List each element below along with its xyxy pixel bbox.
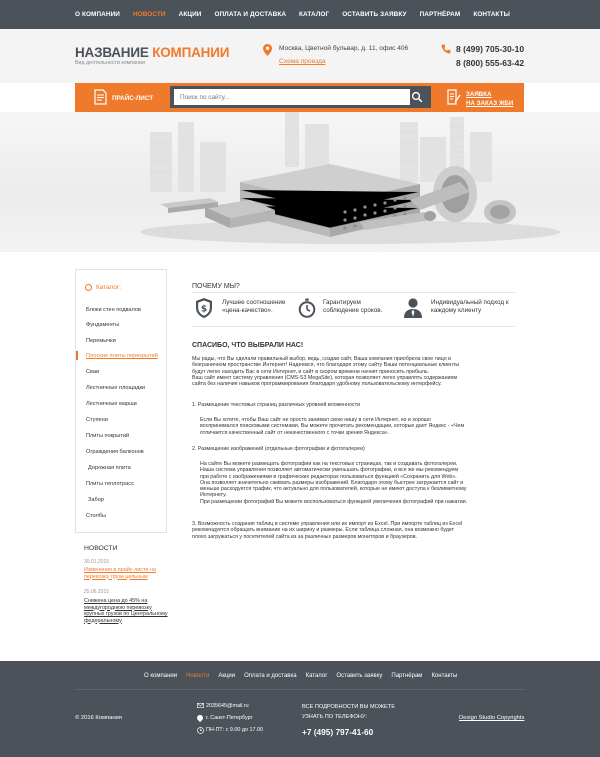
catalog-item-foundations[interactable]: Фундаменты: [86, 322, 120, 328]
catalog-item-fence[interactable]: Забор: [88, 497, 104, 503]
article-line: Наша система управления позволяет автоматически уменьшать фотографии, и все же мы рекомендуем: [200, 467, 458, 474]
feature-text-line: Лучшее соотношение: [222, 299, 286, 306]
article-line: Ваш сайт имеет систему управления (CMS-S3 MegaSite), которая позволяет легко управлять содержанием: [192, 374, 458, 381]
article-title: СПАСИБО, ЧТО ВЫБРАЛИ НАС!: [192, 342, 304, 349]
feature-price-quality: [222, 299, 285, 315]
article-point-2-head: 2. Размещение изображений (отдельные фотографии и фотогалереи): [192, 446, 365, 452]
article-line: безграничном пространстве Интернет! Надеемся, что благодаря этому сайту Ваши потенциальные клиенты: [192, 362, 460, 369]
top-navigation: [0, 0, 600, 29]
search-box: [170, 86, 431, 108]
article-line: Она позволяет значительно сжимать размеры изображений. Благодаря этому быстрее загружается сайт и: [200, 479, 464, 486]
article-line: плохо загружаться у посетителей сайта из за различных размеров мониторов и браузеров.: [192, 533, 418, 540]
nav-item-request[interactable]: ОСТАВИТЬ ЗАЯВКУ: [342, 11, 407, 18]
news-date: 25.06.2015: [84, 589, 110, 595]
catalog-item-pillars[interactable]: Столбы: [86, 513, 107, 519]
nav-item-contacts[interactable]: КОНТАКТЫ: [473, 11, 510, 18]
location-icon: [197, 715, 203, 722]
article-point-2-body: [200, 461, 530, 505]
catalog-item-road-slab[interactable]: Дорожная плита: [88, 465, 131, 471]
phone-number-2: 8 (800) 555-63-42: [456, 58, 525, 68]
why-us-heading: ПОЧЕМУ МЫ?: [192, 283, 240, 290]
footer-more-info-line2: УЗНАТЬ ПО ТЕЛЕФОНУ:: [302, 714, 367, 720]
shield-dollar-icon: [194, 297, 214, 319]
news-heading: НОВОСТИ: [84, 545, 118, 552]
catalog-item-flat-slabs[interactable]: Плоские плиты перекрытий: [86, 353, 158, 359]
svg-text:$: $: [200, 304, 208, 315]
footer-nav-catalog[interactable]: Каталог: [305, 673, 328, 679]
article-point-1-body: [200, 417, 530, 436]
catalog-item-lintels[interactable]: Перемычки: [86, 338, 116, 344]
site-footer: [0, 661, 600, 757]
company-tagline: Вид деятельности компании: [75, 60, 145, 66]
catalog-heading: [85, 284, 121, 291]
footer-divider: [75, 689, 525, 690]
catalog-item-roof-slabs[interactable]: Плиты покрытий: [86, 433, 130, 439]
nav-item-payment-delivery[interactable]: ОПЛАТА И ДОСТАВКА: [214, 11, 287, 18]
article-line: Интернету.: [200, 492, 227, 499]
price-list-label: ПРАЙС-ЛИСТ: [112, 95, 154, 102]
concrete-products-illustration: [0, 112, 600, 252]
feature-text-line: Индивидуальный подход к: [431, 299, 509, 306]
article-intro: [192, 356, 522, 387]
footer-nav-promotions[interactable]: Акции: [218, 673, 236, 679]
catalog-item-piles[interactable]: Сваи: [86, 369, 100, 375]
article-line: рекомендуется обращать внимание на их ширину и размеры. Если таблица сложная, она возможно будет: [192, 527, 455, 534]
footer-nav-payment-delivery[interactable]: Оплата и доставка: [244, 673, 297, 679]
footer-hours: ПН-ПТ: с 9.00 до 17.00: [206, 727, 264, 733]
order-request-button[interactable]: [437, 83, 524, 112]
company-address: Москва, Цветной бульвар, д. 11, офис 406: [279, 45, 409, 52]
article-line: Мы рады, что Вы сделали правильный выбор, ведь, создав сайт, Ваша компания приобрела свое лицо в: [192, 356, 451, 362]
footer-nav-contacts[interactable]: Контакты: [431, 673, 458, 679]
news-link[interactable]: Снижена цена до 45% на междугороднюю перевозку крупных грузов по Центральному федеральному: [84, 598, 168, 624]
company-logo[interactable]: [75, 45, 229, 60]
footer-city: г. Санкт-Петербург: [206, 715, 253, 721]
article-line: сайта без наличия навыков программирования благодаря удобному пользовательскому интерфейсу.: [192, 381, 442, 388]
footer-nav-request[interactable]: Оставить заявку: [336, 673, 383, 679]
divider: [192, 292, 515, 293]
catalog-item-balcony-fences[interactable]: Ограждения балконов: [86, 449, 144, 455]
article-point-3: [192, 521, 522, 540]
phone-number-1: 8 (499) 705-30-10: [456, 44, 525, 54]
footer-nav-about[interactable]: О компании: [144, 673, 178, 679]
article-line: при работе с изображениями в графических редакторах пользоваться функцией «Сохранить для Web».: [200, 473, 457, 480]
article-line: При размещении фотографий Вы можете воспользоваться функцией увеличения фотографий при нажатии.: [200, 498, 468, 505]
nav-item-catalog[interactable]: КАТАЛОГ: [299, 11, 330, 18]
catalog-box: [75, 269, 167, 533]
footer-navigation: [144, 673, 466, 679]
route-map-link[interactable]: Схема проезда: [279, 58, 326, 65]
catalog-item-stair-landings[interactable]: Лестничные площадки: [86, 385, 146, 391]
phone-icon: [441, 44, 451, 54]
article-point-1-head: 1. Размещение текстовых страниц различных уровней вложенности: [192, 402, 360, 408]
catalog-active-marker: [76, 351, 78, 360]
order-request-line2: НА ЗАКАЗ ЖБИ: [466, 100, 514, 107]
news-date: 30.01.2015: [84, 559, 110, 565]
nav-item-news[interactable]: НОВОСТИ: [132, 11, 166, 18]
article-line: 3. Возможность создания таблиц в системе управления или их импорт из Excel. При импорте таблиц из Excel: [192, 521, 463, 527]
article-line: На сайте Вы можете размещать фотографии как на текстовых страницах, так и создавать фотогалереи.: [200, 461, 458, 467]
footer-email[interactable]: 2035645@mail.ru: [206, 703, 249, 709]
divider: [192, 326, 515, 327]
footer-phone: +7 (495) 797-41-60: [302, 727, 374, 737]
price-list-button[interactable]: [75, 83, 167, 112]
feature-text-line: соблюдение сроков.: [323, 307, 383, 314]
search-input[interactable]: [174, 89, 410, 105]
search-icon[interactable]: [411, 91, 423, 103]
catalog-item-steps[interactable]: Ступени: [86, 417, 108, 423]
article-line: воспринимался поисковыми системами, Вы можете прочитать рекомендации, которые дает Яндекс - «Чем: [200, 423, 465, 430]
catalog-circle-icon: [85, 284, 92, 291]
footer-nav-partners[interactable]: Партнёрам: [391, 673, 423, 679]
feature-text-line: каждому клиенту: [431, 307, 482, 314]
design-studio-link[interactable]: Design Studio Copyrights: [459, 715, 525, 721]
catalog-item-heating-slabs[interactable]: Плиты теплотрасс: [86, 481, 134, 487]
feature-text-line: Гарантируем: [323, 299, 361, 306]
footer-nav-news[interactable]: Новости: [186, 673, 210, 679]
stopwatch-icon: [297, 298, 317, 318]
article-line: будут легко находить Вас в сети Интернет, и сайт в скором времени начнет приносить прибыль.: [192, 368, 430, 375]
feature-text-line: «цена-качество».: [222, 307, 273, 314]
clock-icon: [197, 727, 204, 734]
nav-item-promotions[interactable]: АКЦИИ: [178, 11, 202, 18]
edit-document-icon: [447, 89, 461, 105]
feature-deadlines: [323, 299, 382, 315]
site-header: [0, 29, 600, 83]
top-nav-list: [75, 11, 523, 18]
catalog-item-stair-flights[interactable]: Лестничные марши: [86, 401, 137, 407]
order-request-label: [466, 90, 513, 108]
location-pin-icon: [263, 44, 272, 56]
action-bar: [75, 83, 524, 112]
copyright: © 2016 Компания: [75, 715, 122, 721]
manager-icon: [403, 297, 423, 319]
hero-banner: [0, 112, 600, 252]
catalog-item-basement-blocks[interactable]: Блоки стен подвалов: [86, 307, 141, 313]
logo-text-part1: НАЗВАНИЕ: [75, 45, 153, 60]
nav-item-partners[interactable]: ПАРТНЁРАМ: [419, 11, 461, 18]
order-request-line1: ЗАЯВКА: [466, 91, 492, 98]
news-link[interactable]: Изменения в прайс-листе на перевозку груза цельным: [84, 567, 156, 580]
article-line: Если Вы хотите, чтобы Ваш сайт не просто занимал свою нишу в сети Интернет, но и хорошо: [200, 417, 431, 423]
article-line: отличается качественный сайт от некачественного с точки зрения Яндекса» .: [200, 429, 391, 436]
mail-icon: [197, 703, 204, 708]
document-list-icon: [94, 89, 107, 105]
footer-more-info-line1: ВСЕ ПОДРОБНОСТИ ВЫ МОЖЕТЕ: [302, 704, 395, 710]
article-line: меньше расходуется трафик, что актуально для пользователей, которые не имеют доступа к безлимитному: [200, 486, 467, 493]
catalog-title: Каталог:: [96, 284, 122, 292]
nav-item-about[interactable]: О КОМПАНИИ: [75, 11, 120, 18]
feature-individual-approach: [431, 299, 509, 315]
logo-text-part2: КОМПАНИИ: [152, 45, 230, 60]
